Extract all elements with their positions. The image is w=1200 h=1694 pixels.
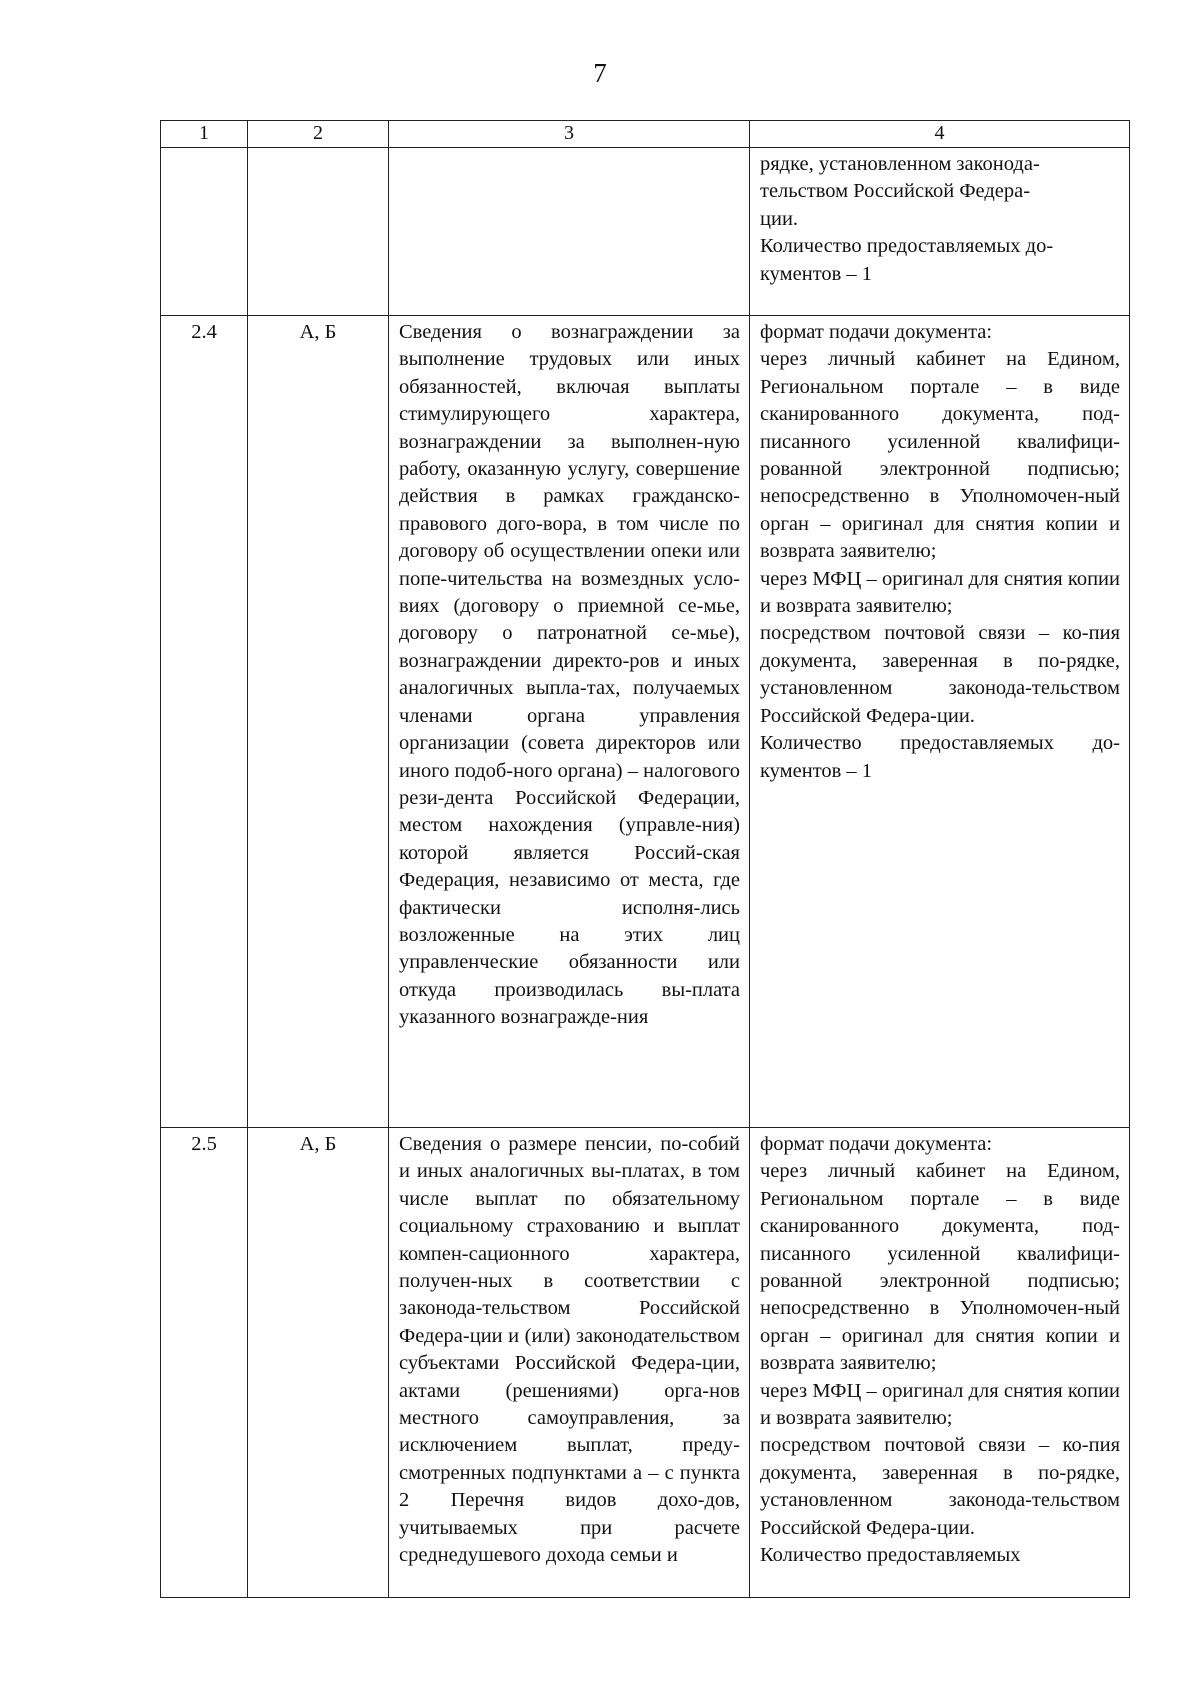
row-format-text: формат подачи документа: через личный кабинет на Едином, Региональном портале – в виде сканированного документа, под-писанного усиленной квалифици-рованной электронной подписью; непосредственно в Уполномочен-ный орган – оригинал для снятия копии и возврата заявителю; через МФЦ – оригинал для снятия копии и возврата заявителю; посредством почтовой связи – ко-пия документа, заверенная в по-рядке, установленном законода-тельством Российской Федера-ции. Количество предоставляемых до-кументов – 1	[760, 321, 1120, 782]
table-row	[161, 1128, 1130, 1598]
row-format	[750, 148, 1130, 316]
row-number: 2.4	[161, 316, 248, 1128]
column-header-1: 1	[161, 121, 248, 148]
row-category: А, Б	[248, 1128, 389, 1598]
row-format-text: рядке, установленном законода- тельством Российской Федера- ции. Количество предоставляемых до- кументов – 1	[760, 153, 1054, 285]
row-category	[248, 148, 389, 316]
row-category: А, Б	[248, 316, 389, 1128]
row-format	[750, 1128, 1130, 1598]
row-format	[750, 316, 1130, 1128]
row-description-text: Сведения о размере пенсии, по-собий и иных аналогичных вы-платах, в том числе выплат по обязательному социальному страхованию и выплат компен-сационного характера, получен-ных в соответствии с законода-тельством Российской Федера-ции и (или) законодательством субъектами Российской Федера-ции, актами (решениями) орга-нов местного самоуправления, за исключением выплат, преду-смотренных подпунктами а – с пункта 2 Перечня видов дохо-дов, учитываемых при расчете среднедушевого дохода семьи и	[399, 1133, 740, 1567]
page-number: 7	[593, 58, 607, 88]
row-number: 2.5	[161, 1128, 248, 1598]
column-header-4: 4	[750, 121, 1130, 148]
column-header-3: 3	[389, 121, 750, 148]
row-description	[389, 1128, 750, 1598]
table-header-row	[161, 121, 1130, 148]
row-number	[161, 148, 248, 316]
row-description	[389, 148, 750, 316]
row-description	[389, 316, 750, 1128]
column-header-2: 2	[248, 121, 389, 148]
row-description-text: Сведения о вознаграждении за выполнение трудовых или иных обязанностей, включая выплаты стимулирующего характера, вознаграждении за выполнен-ную работу, оказанную услугу, совершение действия в рамках гражданско-правового дого-вора, в том числе по договору об осуществлении опеки или попе-чительства на возмездных усло-виях (договору о приемной се-мье, договору о патронатной се-мье), вознаграждении директо-ров и иных аналогичных выпла-тах, получаемых членами органа управления организации (совета директоров или иного подоб-ного органа) – налогового рези-дента Российской Федерации, местом нахождения (управле-ния) которой является Россий-ская Федерация, независимо от места, где фактически исполня-лись возложенные на этих лиц управленческие обязанности или откуда производилась вы-плата указанного вознагражде-ния	[399, 321, 740, 1029]
table-row	[161, 316, 1130, 1128]
table-row	[161, 148, 1130, 316]
document-table	[160, 120, 1130, 1598]
row-format-text: формат подачи документа: через личный кабинет на Едином, Региональном портале – в виде сканированного документа, под-писанного усиленной квалифици-рованной электронной подписью; непосредственно в Уполномочен-ный орган – оригинал для снятия копии и возврата заявителю; через МФЦ – оригинал для снятия копии и возврата заявителю; посредством почтовой связи – ко-пия документа, заверенная в по-рядке, установленном законода-тельством Российской Федера-ции. Количество предоставляемых	[760, 1133, 1120, 1567]
